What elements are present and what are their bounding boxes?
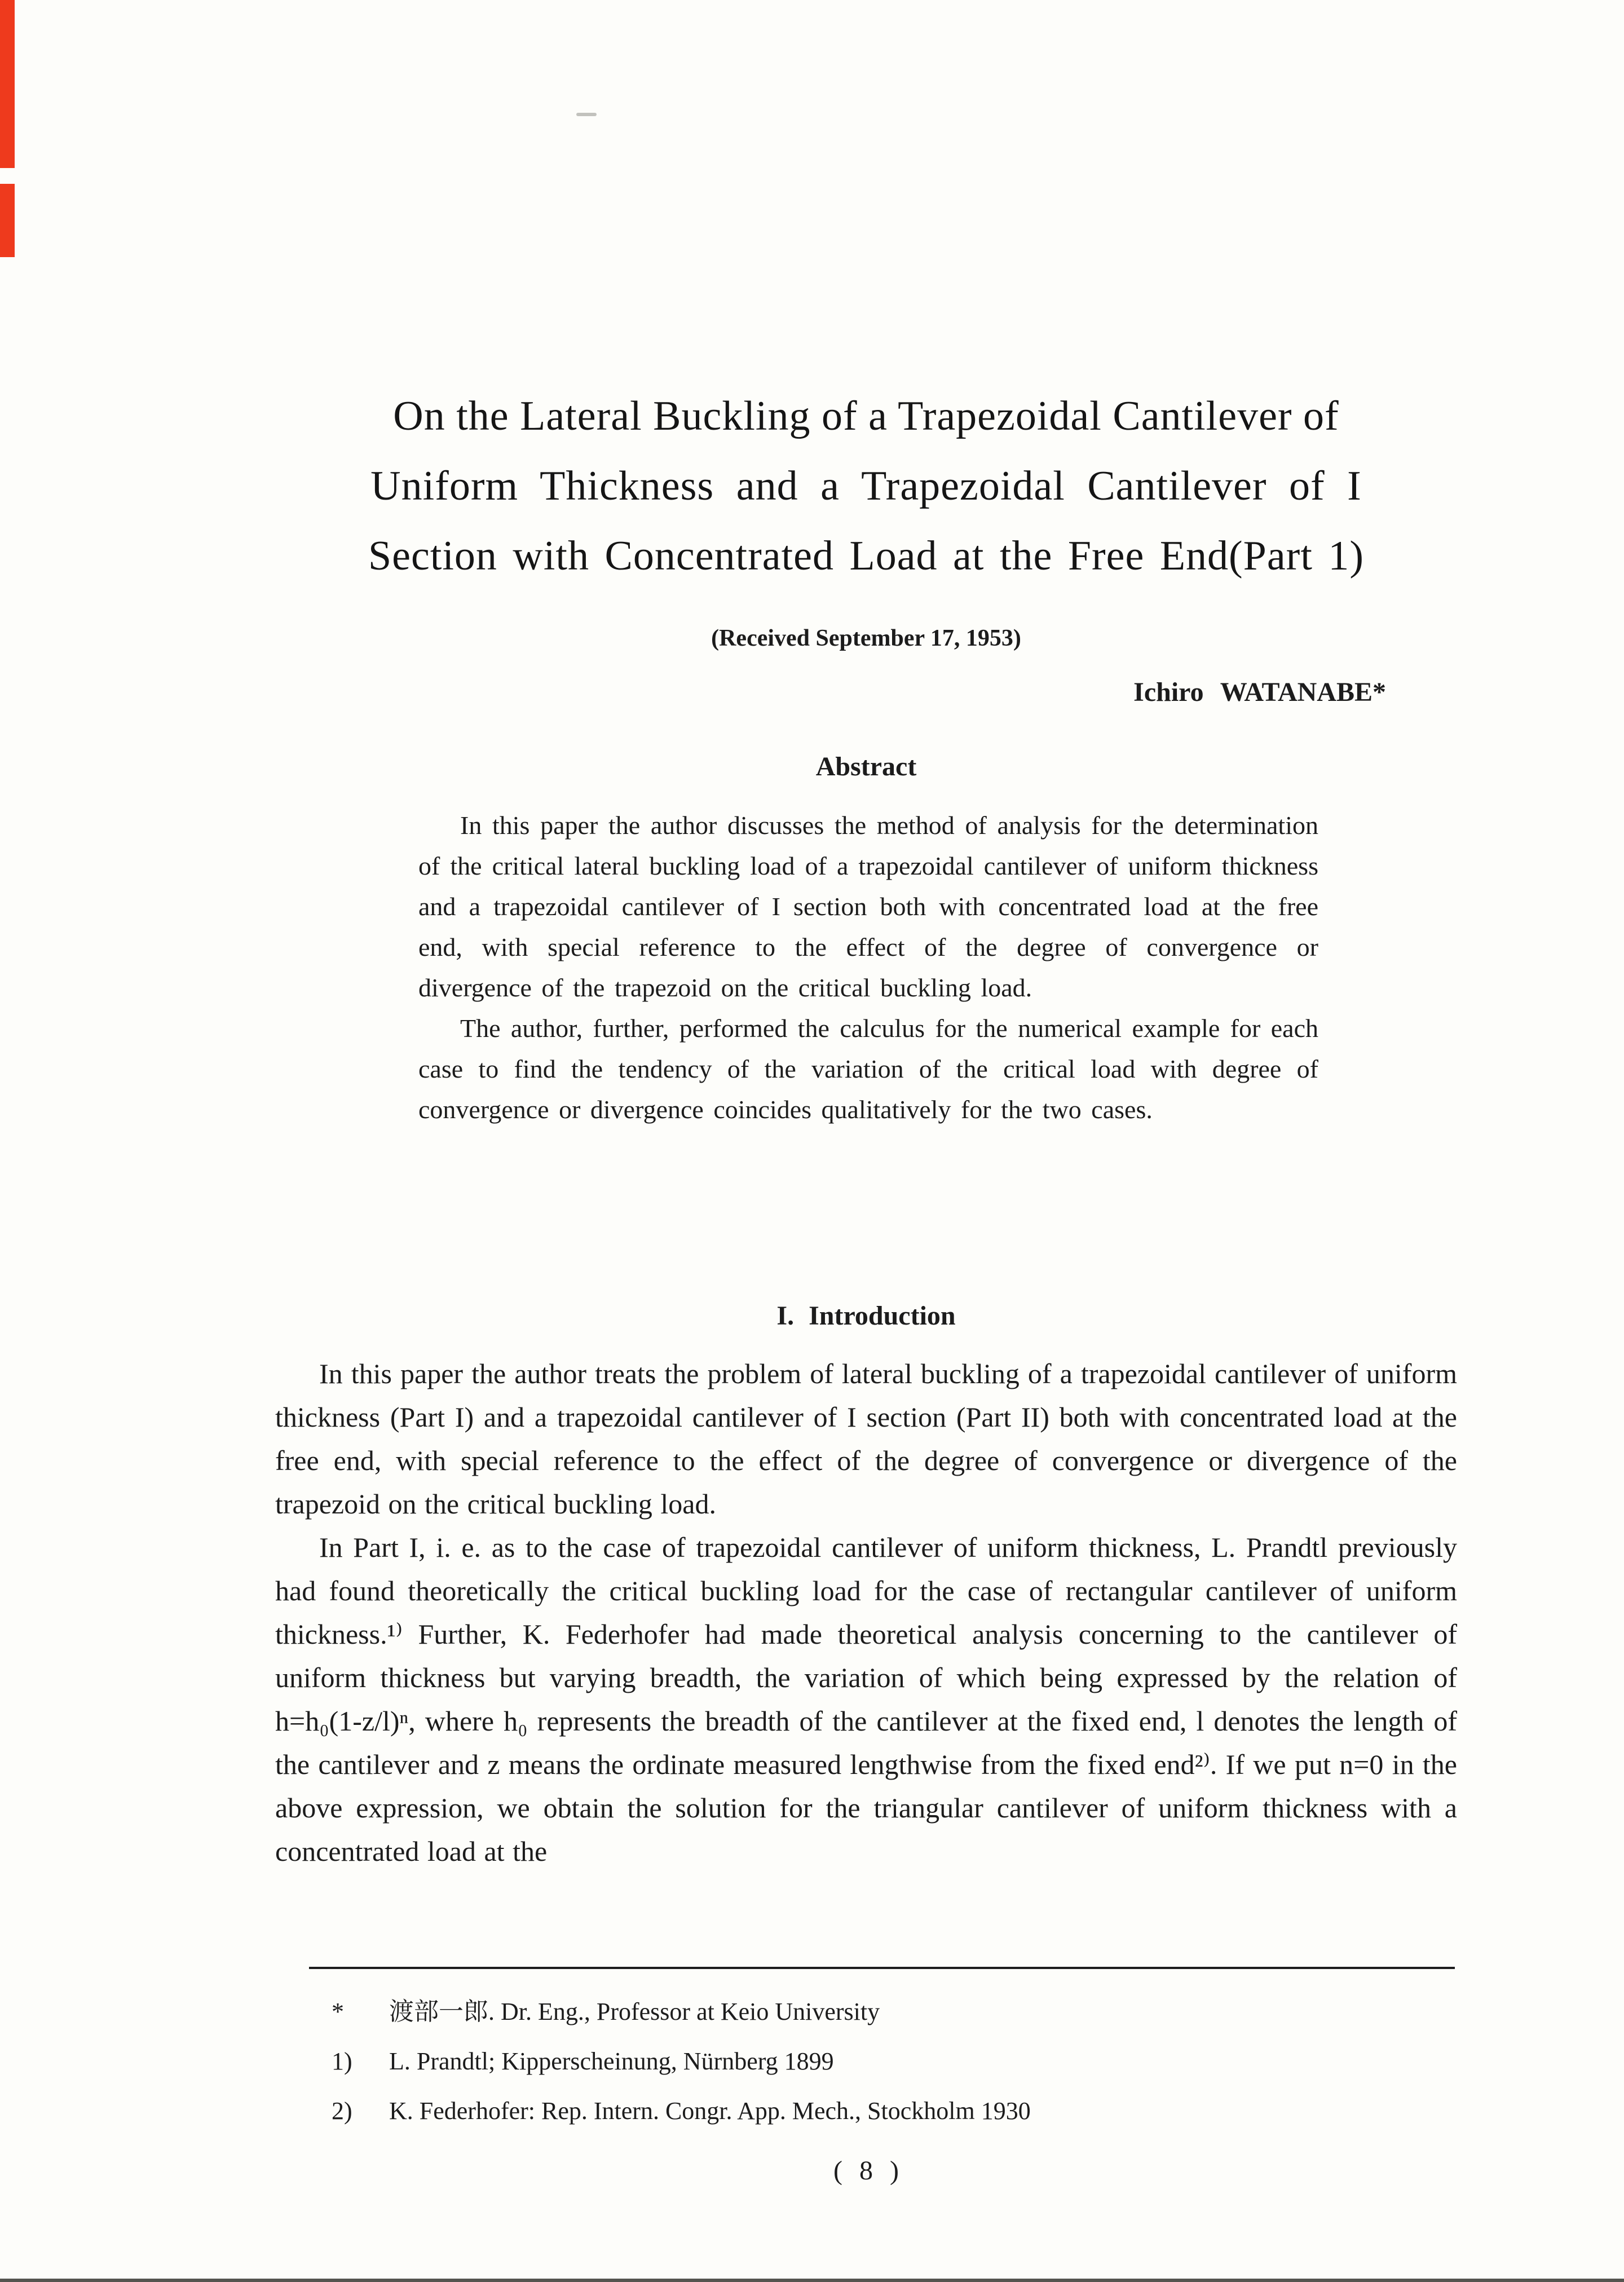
paper-title-line: On the Lateral Buckling of a Trapezoidal Cantilever of [393,393,1339,439]
footnote-marker: 2) [332,2097,352,2125]
abstract-body [418,805,1318,1130]
page-number: ( 8 ) [833,2156,899,2186]
footnotes [332,1987,1459,2136]
received-date: (Received September 17, 1953) [711,625,1021,651]
footnote-item [332,1987,1459,2037]
paper-title [271,381,1462,591]
paper-title-line: Section with Concentrated Load at the Free End(Part 1) [368,533,1365,579]
footnote-marker: * [332,1998,344,2025]
footnote-marker: 1) [332,2047,352,2075]
introduction-paragraph: In this paper the author treats the problem of lateral buckling of a trapezoidal cantilever of uniform thickness (Part I) and a trapezoidal cantilever of I section (Part II) both with concentrated load at the free end, with special reference to the effect of the degree of convergence or divergence of the trapezoid on the critical buckling load. [275,1358,1457,1520]
introduction-heading: I. Introduction [776,1301,956,1331]
scan-artifact-mark [576,113,597,116]
scan-bottom-edge [0,2279,1624,2282]
footnote-text: 渡部一郎. Dr. Eng., Professor at Keio University [389,1998,880,2025]
abstract-paragraph: In this paper the author discusses the method of analysis for the determination of the critical lateral buckling load of a trapezoidal cantilever of uniform thickness and a trapezoidal cantilever of I section both with concentrated load at the free end, with special reference to the effect of the degree of convergence or divergence of the trapezoid on the critical buckling load. [418,811,1318,1002]
abstract-paragraph: The author, further, performed the calculus for the numerical example for each case to find the tendency of the variation of the critical load with degree of convergence or divergence coincides qualitatively for the two cases. [418,1014,1318,1124]
footnote-divider [309,1967,1455,1969]
footnote-text: L. Prandtl; Kipperscheinung, Nürnberg 1899 [389,2047,834,2075]
scan-edge-red-mark [0,0,15,168]
footnote-text: K. Federhofer: Rep. Intern. Congr. App. Mech., Stockholm 1930 [389,2097,1031,2125]
introduction-body [275,1352,1457,1873]
scan-edge-red-mark [0,184,15,257]
abstract-heading: Abstract [815,752,917,782]
footnote-item [332,2037,1459,2086]
author-name: Ichiro WATANABE* [1133,677,1386,707]
introduction-paragraph: In Part I, i. e. as to the case of trapezoidal cantilever of uniform thickness, L. Prandtl previously had found theoretically the critical buckling load for the case of rectangular cantilever of uniform thickness.¹⁾ Further, K. Federhofer had made theoretical analysis concerning to the cantilever of uniform thickness but varying breadth, the variation of which being expressed by the relation of h=h₀(1-z/l)ⁿ, where h₀ represents the breadth of the cantilever at the fixed end, l denotes the length of the cantilever and z means the ordinate measured lengthwise from the fixed end²⁾. If we put n=0 in the above expression, we obtain the solution for the triangular cantilever of uniform thickness with a concentrated load at the [275,1531,1457,1867]
paper-title-line: Uniform Thickness and a Trapezoidal Cantilever of I [370,463,1362,509]
footnote-item [332,2086,1459,2136]
